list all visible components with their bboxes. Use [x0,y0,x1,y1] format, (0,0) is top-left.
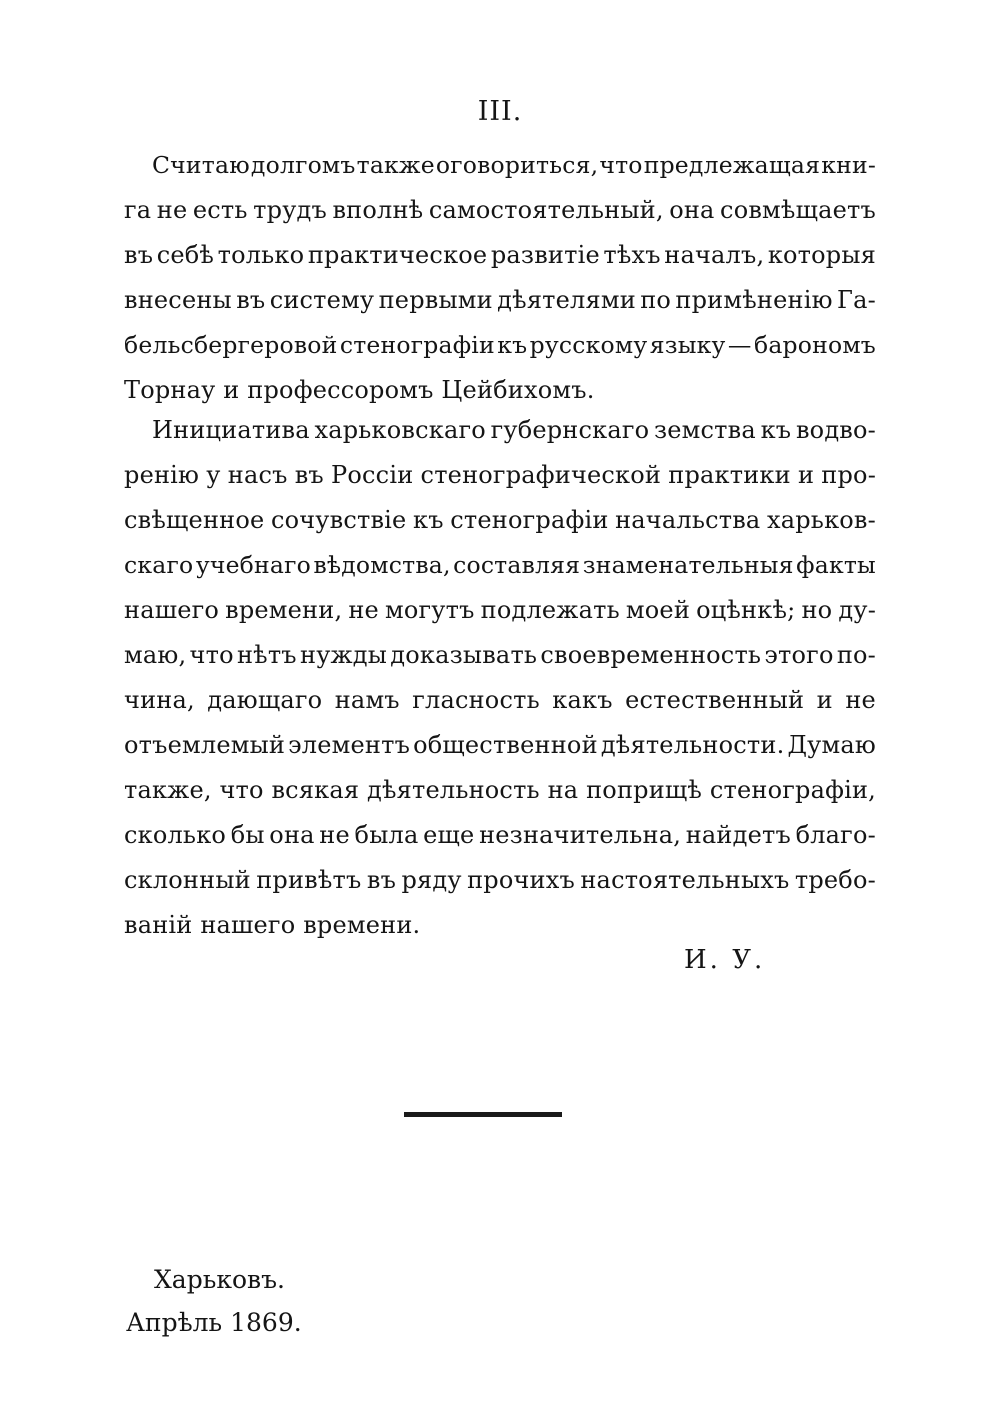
justified-line [124,723,876,768]
word: требо- [794,866,876,894]
text-line [124,813,876,858]
word: себѣ [156,241,215,269]
justified-line [124,588,876,633]
word: у [206,461,221,489]
word: къ [413,506,444,534]
word: еще [423,821,475,849]
word: на [547,776,579,804]
word: губернскаго [490,416,650,444]
word: доказывать [390,641,538,669]
word: въ [294,461,324,489]
word: также [356,151,435,179]
word: сколько [124,821,227,849]
justified-line [124,678,876,723]
word: бы [230,821,265,849]
word: въ [236,286,266,314]
word: самостоятельный, [428,196,664,224]
text-line [124,368,876,413]
word: моей [625,596,691,624]
word: гласность [412,686,540,714]
word: стенографіи [450,506,609,534]
word: систему [269,286,375,314]
word: не [319,821,350,849]
word: и [797,461,815,489]
word: общественной [413,731,598,759]
text-line [124,723,876,768]
word: въ [124,241,154,269]
text-line [124,453,876,498]
text-line [124,588,876,633]
word: про- [821,461,876,489]
word: практики [668,461,791,489]
word: настоятельныхъ [580,866,790,894]
word: русскому [529,331,648,359]
justified-line [124,233,876,278]
word: учебнаго [195,551,311,579]
word: оговориться, [435,151,599,179]
word: какъ [552,686,613,714]
text-line [124,858,876,903]
justified-line [124,768,876,813]
word: дѣятельности. [600,731,785,759]
word: Россіи [331,461,414,489]
word: она [669,196,715,224]
word: ряду [401,866,462,894]
word: практическое [307,241,488,269]
text-line [124,408,876,453]
word: что [599,151,643,179]
justified-line [124,858,876,903]
word: вѣдомства, [313,551,451,579]
word: поприщѣ [586,776,703,804]
word: свѣщенное [124,506,265,534]
word: своевременность [540,641,762,669]
paragraph-2 [124,408,876,948]
word: чина, [124,686,195,714]
word: развитіе [490,241,600,269]
justified-line [124,188,876,233]
word: въ [366,866,397,894]
word: что [219,776,264,804]
word: благо- [795,821,876,849]
word: началъ, [664,241,765,269]
word: она [269,821,315,849]
word: была [354,821,419,849]
word: привѣтъ [256,866,362,894]
justified-line [124,323,876,368]
word: знаменательныя [582,551,794,579]
word: времени, [225,596,343,624]
word: Инициатива [152,416,310,444]
line-text: Торнау и профессоромъ Цейбихомъ. [124,376,595,404]
word: скаго [124,551,194,579]
word: прочихъ [467,866,575,894]
word: первыми [378,286,493,314]
text-line [124,543,876,588]
paragraph-1 [124,143,876,413]
word: водво- [795,416,876,444]
word: сочувствіе [270,506,407,534]
word: маю, [124,641,187,669]
word: — [727,331,752,359]
word: языку [649,331,726,359]
word: предлежащая [643,151,821,179]
justified-line [152,408,876,453]
word: намъ [334,686,400,714]
text-line [124,323,876,368]
word: этого [764,641,834,669]
word: долгомъ [250,151,356,179]
word: трудъ [253,196,327,224]
word: которыя [767,241,876,269]
word: подлежать [480,596,620,624]
word: всякая [271,776,360,804]
justified-line [124,633,876,678]
justified-line [152,143,876,188]
word: къ [760,416,792,444]
word: барономъ [753,331,876,359]
justified-line [124,543,876,588]
word: также, [124,776,212,804]
word: Считаю [152,151,250,179]
word: по [640,286,672,314]
word: къ [497,331,528,359]
text-line [124,233,876,278]
word: насъ [227,461,288,489]
word: факты [796,551,876,579]
text-line [124,498,876,543]
word: совмѣщаетъ [720,196,876,224]
justified-line [124,498,876,543]
word: естественный [625,686,805,714]
word: земства [653,416,756,444]
word: нашего [124,596,220,624]
word: не [348,596,379,624]
word: ренію [124,461,200,489]
word: га [124,196,152,224]
word: Думаю [787,731,876,759]
word: кни- [821,151,876,179]
word: составляя [453,551,581,579]
word: но [801,596,833,624]
section-divider [404,1112,562,1117]
word: по- [836,641,876,669]
word: не [156,196,188,224]
word: Га- [837,286,876,314]
word: не [845,686,876,714]
text-line [124,678,876,723]
text-line [124,143,876,188]
word: склонный [124,866,251,894]
word: дѣятельность [367,776,540,804]
word: тѣхъ [603,241,661,269]
line-text: ваній нашего времени. [124,911,421,939]
justified-line [124,813,876,858]
word: дающаго [207,686,323,714]
word: вполнѣ [332,196,424,224]
word: стенографіи [339,331,495,359]
word: только [217,241,305,269]
word: и [816,686,833,714]
justified-line [124,278,876,323]
word: ду- [838,596,876,624]
word: харьковскаго [314,416,486,444]
word: стенографической [420,461,662,489]
word: нужды [300,641,388,669]
text-line [124,903,876,948]
text-line [124,188,876,233]
word: бельсбергеровой [124,331,338,359]
word: могутъ [385,596,475,624]
word: дѣятелями [497,286,636,314]
word: есть [192,196,248,224]
place-line: Харьковъ. [154,1265,285,1294]
section-heading: III. [477,96,523,127]
word: незначительна, [479,821,682,849]
word: найдетъ [685,821,791,849]
date-line: Апрѣль 1869. [126,1308,302,1337]
word: примѣненію [675,286,833,314]
text-line [124,278,876,323]
word: элементъ [288,731,411,759]
word: стенографіи, [709,776,876,804]
word: оцѣнкѣ; [696,596,796,624]
author-initials: И. У. [684,945,766,975]
word: что [189,641,234,669]
word: отъемлемый [124,731,286,759]
text-line [124,633,876,678]
word: начальства [615,506,761,534]
justified-line [124,453,876,498]
word: внесены [124,286,232,314]
text-line [124,768,876,813]
word: харьков- [767,506,876,534]
word: нѣтъ [236,641,297,669]
